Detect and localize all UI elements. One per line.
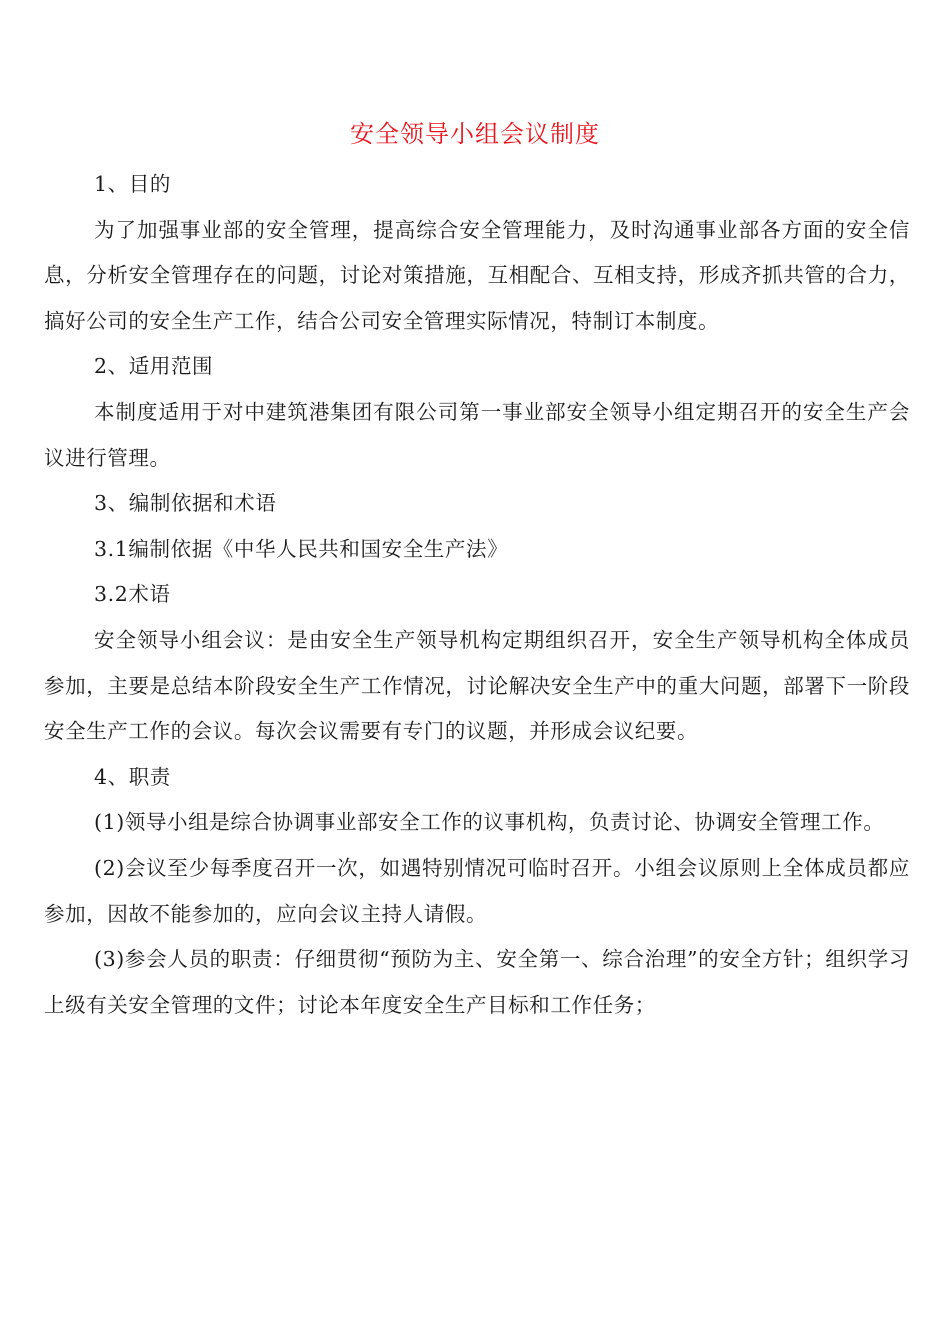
paragraph-scope: 本制度适用于对中建筑港集团有限公司第一事业部安全领导小组定期召开的安全生产会议进行管理。 xyxy=(44,399,910,470)
subsection-heading-basis: 3.1编制依据《中华人民共和国安全生产法》 xyxy=(94,536,509,561)
section-heading-purpose: 1、目的 xyxy=(94,172,171,196)
document-title: 安全领导小组会议制度 xyxy=(350,120,600,148)
paragraph-purpose: 为了加强事业部的安全管理，提高综合安全管理能力，及时沟通事业部各方面的安全信息，分析安全管理存在的问题，讨论对策措施，互相配合、互相支持，形成齐抓共管的合力，搞好公司的安全生产工作，结合公司安全管理实际情况，特制订本制度。 xyxy=(44,217,910,333)
paragraph-duty-3: (3)参会人员的职责：仔细贯彻“预防为主、安全第一、综合治理”的安全方针；组织学习上级有关安全管理的文件；讨论本年度安全生产目标和工作任务； xyxy=(44,947,910,1017)
section-heading-duties: 4、职责 xyxy=(94,764,171,789)
paragraph-duty-2: (2)会议至少每季度召开一次，如遇特别情况可临时召开。小组会议原则上全体成员都应参加，因故不能参加的，应向会议主持人请假。 xyxy=(44,855,910,926)
paragraph-duty-1: (1)领导小组是综合协调事业部安全工作的议事机构，负责讨论、协调安全管理工作。 xyxy=(94,810,885,835)
subsection-heading-terms: 3.2术语 xyxy=(94,582,171,607)
section-heading-scope: 2、适用范围 xyxy=(94,354,214,379)
section-heading-basis-terms: 3、编制依据和术语 xyxy=(94,491,277,516)
paragraph-terms: 安全领导小组会议：是由安全生产领导机构定期组织召开，安全生产领导机构全体成员参加，主要是总结本阶段安全生产工作情况，讨论解决安全生产中的重大问题，部署下一阶段安全生产工作的会议。每次会议需要有专门的议题，并形成会议纪要。 xyxy=(44,627,910,744)
document-body xyxy=(44,162,910,1028)
